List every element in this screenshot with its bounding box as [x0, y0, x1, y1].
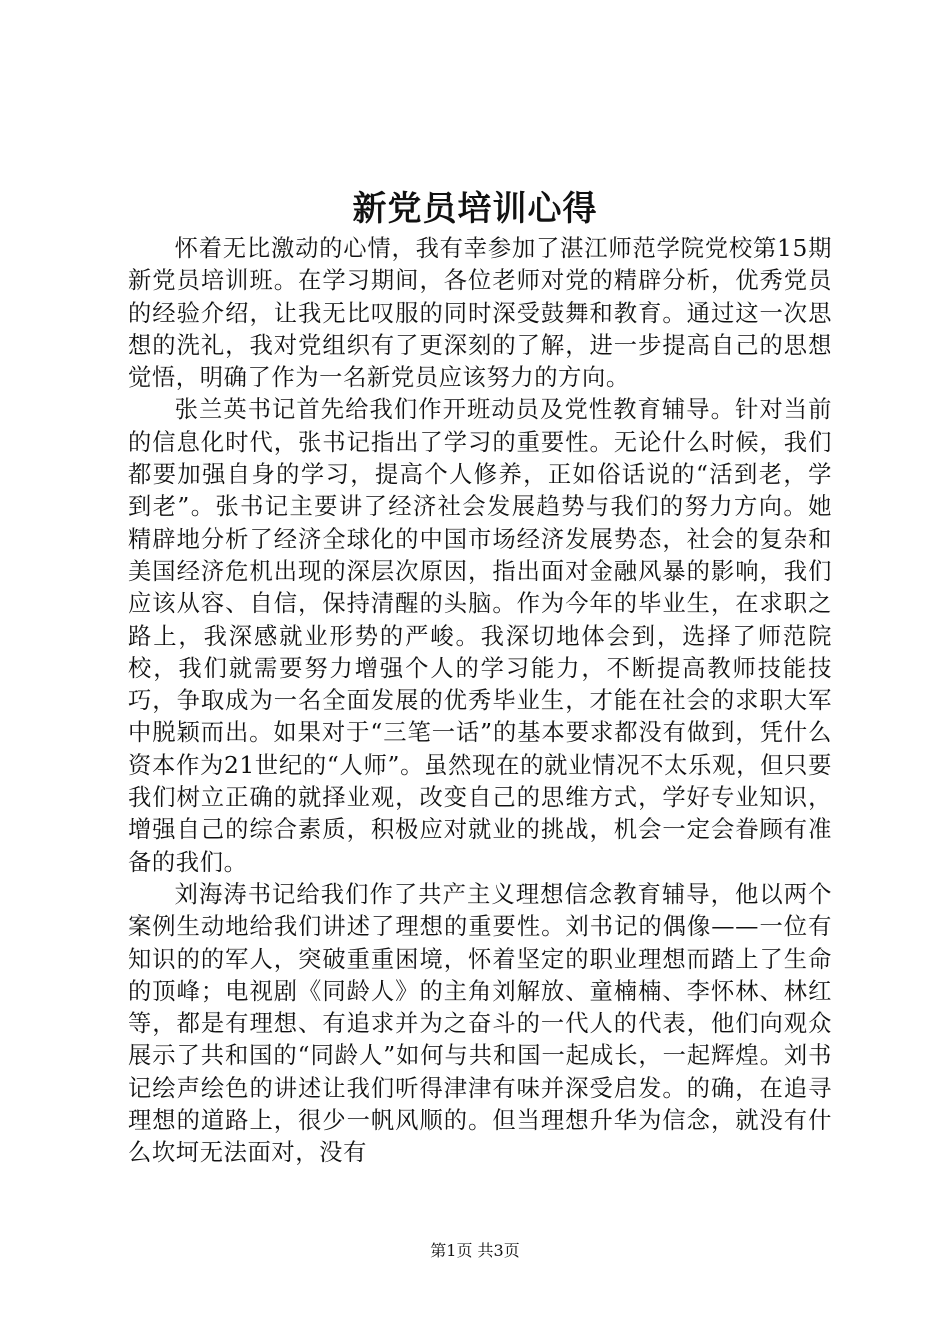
page-number-footer: 第1页 共3页: [430, 1241, 520, 1260]
paragraph-1: 怀着无比激动的心情，我有幸参加了湛江师范学院党校第15期新党员培训班。在学习期间，各位老师对党的精辟分析，优秀党员的经验介绍，让我无比叹服的同时深受鼓舞和教育。通过这一次思想的洗礼，我对党组织有了更深刻的了解，进一步提高自己的思想觉悟，明确了作为一名新党员应该努力的方向。: [128, 235, 832, 392]
paragraph-3: 刘海涛书记给我们作了共产主义理想信念教育辅导，他以两个案例生动地给我们讲述了理想的重要性。刘书记的偶像——一位有知识的的军人，突破重重困境，怀着坚定的职业理想而踏上了生命的顶峰；电视剧《同龄人》的主角刘解放、童楠楠、李怀林、林红等，都是有理想、有追求并为之奋斗的一代人的代表，他们向观众展示了共和国的“同龄人”如何与共和国一起成长，一起辉煌。刘书记绘声绘色的讲述让我们听得津津有味并深受启发。的确，在追寻理想的道路上，很少一帆风顺的。但当理想升华为信念，就没有什么坎坷无法面对，没有: [128, 880, 832, 1167]
document-body: [128, 233, 832, 1170]
paragraph-2: 张兰英书记首先给我们作开班动员及党性教育辅导。针对当前的信息化时代，张书记指出了学习的重要性。无论什么时候，我们都要加强自身的学习，提高个人修养，正如俗话说的“活到老，学到老”。张书记主要讲了经济社会发展趋势与我们的努力方向。她精辟地分析了经济全球化的中国市场经济发展势态，社会的复杂和美国经济危机出现的深层次原因，指出面对金融风暴的影响，我们应该从容、自信，保持清醒的头脑。作为今年的毕业生，在求职之路上，我深感就业形势的严峻。我深切地体会到，选择了师范院校，我们就需要努力增强个人的学习能力，不断提高教师技能技巧，争取成为一名全面发展的优秀毕业生，才能在社会的求职大军中脱颖而出。如果对于“三笔一话”的基本要求都没有做到，凭什么资本作为21世纪的“人师”。虽然现在的就业情况不太乐观，但只要我们树立正确的就择业观，改变自己的思维方式，学好专业知识，增强自己的综合素质，积极应对就业的挑战，机会一定会眷顾有准备的我们。: [128, 396, 832, 876]
document-title: 新党员培训心得: [352, 189, 598, 229]
